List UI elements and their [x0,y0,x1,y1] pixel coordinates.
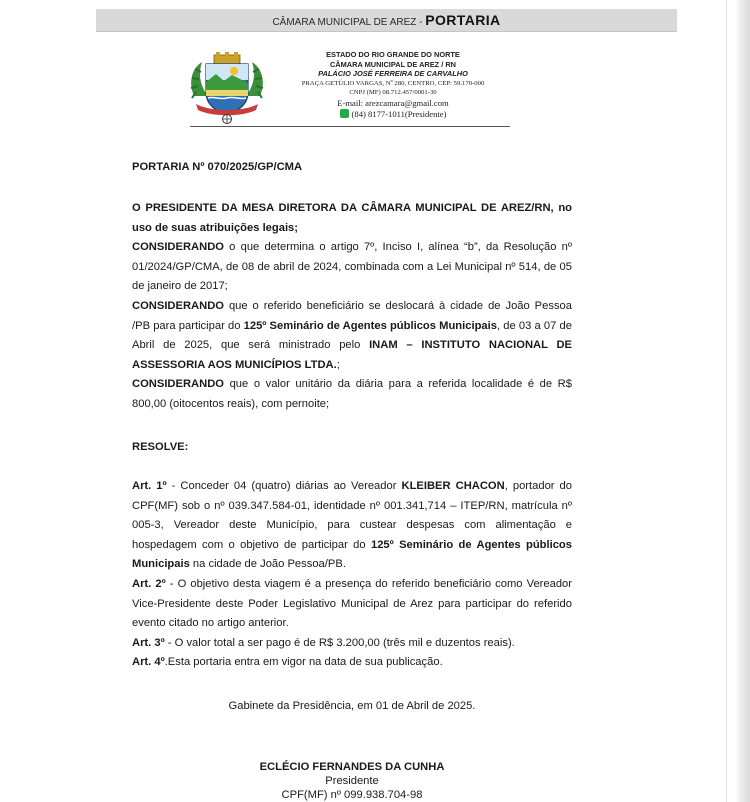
page-edge-shadow [735,0,750,802]
resolve-heading: RESOLVE: [132,441,189,453]
place-date: Gabinete da Presidência, em 01 de Abril de 2025. [228,700,476,712]
top-banner [96,9,677,32]
signer-role: Presidente [325,775,379,787]
councilor-name: KLEIBER CHACON [401,480,505,492]
institute-name: INAM – INSTITUTO NACIONAL DE ASSESSORIA AOS MUNICÍPIOS LTDA. [132,339,572,371]
considerando-text: o que determina o artigo 7º, Inciso I, alínea “b”, da Resolução nº 01/2024/GP/CMA, de 08 de abril de 2024, combinada com a Lei Municipal nº 514, de 05 de janeiro de 2017; [132,241,572,293]
intro: O PRESIDENTE DA MESA DIRETORA DA CÂMARA MUNICIPAL DE AREZ/RN, no uso de suas atribuições legais; [132,202,572,234]
signer-cpf: CPF(MF) nº 099.938.704-98 [281,789,423,801]
considerando-text: ; [336,358,340,371]
article-label: Art. 2º [132,577,166,590]
article-text: , portador do CPF(MF) sob o nº 039.347.584-01, identidade nº 001.341,714 – ITEP/RN, matrícula nº 005-3, Vereador deste Município, para custear despesas com alimentação e hospedagem com o objetivo de participar do [132,480,572,551]
article-3 [132,634,572,654]
municipal-coat-of-arms-icon [186,52,268,124]
phone-line [268,109,518,120]
header-divider [190,126,510,127]
article-4 [132,653,572,673]
articles [132,477,572,673]
email: E-mail: arezcamara@gmail.com [337,97,449,108]
address: PRAÇA GETÚLIO VARGAS, Nº 280, CENTRO, CEP: 59.170-000 [301,79,485,87]
considerando-text: , de 03 a 07 de Abril de 2025, que será ministrado pelo [132,319,572,352]
palace-name: PALÁCIO JOSÉ FERREIRA DE CARVALHO [318,69,468,79]
article-2 [132,575,572,634]
banner-prefix: CÂMARA MUNICIPAL DE AREZ - [272,17,426,28]
seminar-name: 125º Seminário de Agentes públicos Municipais [243,319,497,332]
considerando-1 [132,238,572,297]
considerando-text: que o referido beneficiário se deslocará à cidade de João Pessoa /PB para participar do [132,299,572,332]
article-text: - O objetivo desta viagem é a presença do referido beneficiário como Vereador Vice-Presidente deste Poder Legislativo Municipal de Arez para participar do referido evento citado no artigo anterior. [132,577,573,630]
considerando-text: que o valor unitário da diária para a referida localidade é de R$ 800,00 (oitocentos reais), com pernoite; [132,378,572,410]
article-text: na cidade de João Pessoa/PB. [189,558,346,571]
considerando-2 [132,297,572,375]
considerando-keyword: CONSIDERANDO [132,241,224,254]
considerando-3 [132,375,572,414]
considerando-keyword: CONSIDERANDO [132,299,224,312]
chamber-name: CÂMARA MUNICIPAL DE AREZ / RN [329,59,457,69]
whatsapp-icon [340,109,349,118]
page-edge-line [726,0,727,802]
signer-name: ECLÉCIO FERNANDES DA CUNHA [259,761,445,773]
cnpj: CNPJ (MF) 08.712.457/0001-30 [349,89,437,97]
preamble [132,199,572,415]
article-label: Art. 3º [132,636,165,649]
banner-title: PORTARIA [425,12,501,28]
state-name: ESTADO DO RIO GRANDE DO NORTE [326,50,460,59]
article-label: Art. 4º [132,656,165,669]
seminar-name: 125º Seminário de Agentes públicos Municipais [132,538,572,571]
signature-block [132,760,572,802]
considerando-keyword: CONSIDERANDO [132,378,224,391]
article-text: .Esta portaria entra em vigor na data de sua publicação. [164,656,443,669]
article-text: - O valor total a ser pago é de R$ 3.200,00 (três mil e duzentos reais). [164,636,515,649]
article-1 [132,477,572,575]
phone: (84) 8177-1011(Presidente) [351,108,447,119]
letterhead [268,50,518,120]
article-text: - Conceder 04 (quatro) diárias ao Vereador [166,480,402,492]
article-label: Art. 1º [132,480,167,492]
portaria-number: PORTARIA Nº 070/2025/GP/CMA [132,161,303,173]
